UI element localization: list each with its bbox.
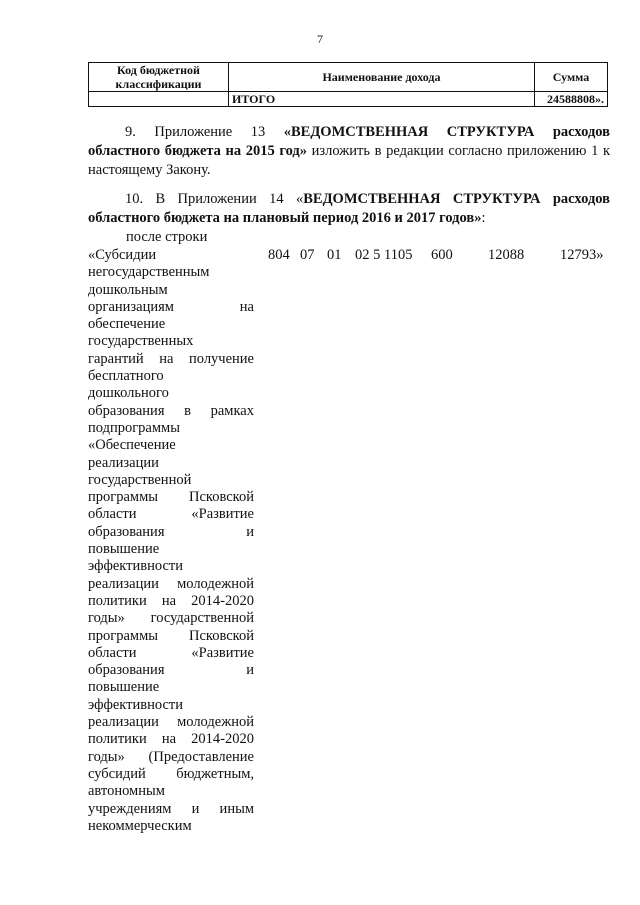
page-number: 7 [317,32,323,46]
item10-prefix: 10. В Приложении 14 « [125,191,304,207]
subsection-code: 01 [327,247,342,263]
header-sum: Сумма [535,63,608,92]
desc-line: образования и [88,523,254,540]
desc-line: образования и [88,662,254,679]
header-name: Наименование дохода [229,63,535,92]
revenue-table [88,62,608,107]
paragraph-item-10 [88,190,610,228]
desc-line: государственных [88,333,194,350]
desc-line: реализации молодежной [88,575,254,592]
desc-line: повышение [88,541,160,558]
desc-line: обеспечение [88,316,166,333]
expense-type-code: 600 [431,247,453,263]
desc-line: образования в рамках [88,402,254,419]
item9-suffix: изложить в редакции согласно приложению 1 к настоящему Закону. [88,143,610,178]
item10-bold: ВЕДОМСТВЕННАЯ СТРУКТУРА расходов областного бюджета на плановый период 2016 и 2017 годов» [88,191,610,226]
desc-line: государственной [88,471,192,488]
desc-line: организациям на [88,298,254,315]
desc-line: повышение [88,679,160,696]
desc-line: области «Развитие [88,506,254,523]
desc-line: эффективности [88,696,183,713]
desc-line: автономным [88,783,165,800]
item9-bold: «ВЕДОМСТВЕННАЯ СТРУКТУРА расходов областного бюджета на 2015 год» [88,124,610,159]
header-code: Код бюджетной классификации [89,63,229,92]
desc-line: годы» государственной [88,610,254,627]
desc-line: годы» (Предоставление [88,748,254,765]
desc-line: негосударственным [88,264,210,281]
paragraph-item-9 [88,123,610,180]
desc-line: дошкольным [88,281,168,298]
ministry-code: 804 [268,247,290,263]
total-code-cell [89,92,229,107]
desc-line: некоммерческим [88,817,192,834]
sum-2016: 12088 [488,247,525,263]
target-article-code: 02 5 1105 [355,247,413,263]
row-description [88,247,254,835]
desc-line: реализации молодежной [88,714,254,731]
item10-suffix: : [481,210,486,226]
desc-line: бесплатного [88,368,164,385]
desc-line: программы Псковской [88,489,254,506]
total-label: ИТОГО [229,92,535,107]
total-sum: 24588808». [535,92,608,107]
total-row [89,92,608,107]
desc-line: субсидий бюджетным, [88,765,254,782]
table-header-row [89,63,608,92]
item9-prefix: 9. Приложение 13 [125,124,284,140]
desc-line: гарантий на получение [88,350,254,367]
desc-line: подпрограммы [88,419,180,436]
after-row-label: после строки [126,229,208,245]
desc-line: политики на 2014-2020 [88,731,254,748]
desc-line: учреждениям и иным [88,800,254,817]
desc-line: области «Развитие [88,644,254,661]
desc-line: дошкольного [88,385,169,402]
desc-line: программы Псковской [88,627,254,644]
section-code: 07 [300,247,315,263]
desc-line: «Субсидии [88,247,157,263]
desc-line: политики на 2014-2020 [88,592,254,609]
desc-line: «Обеспечение [88,437,176,454]
sum-2017: 12793» [560,247,604,263]
desc-line: реализации [88,454,159,471]
desc-line: эффективности [88,558,183,575]
